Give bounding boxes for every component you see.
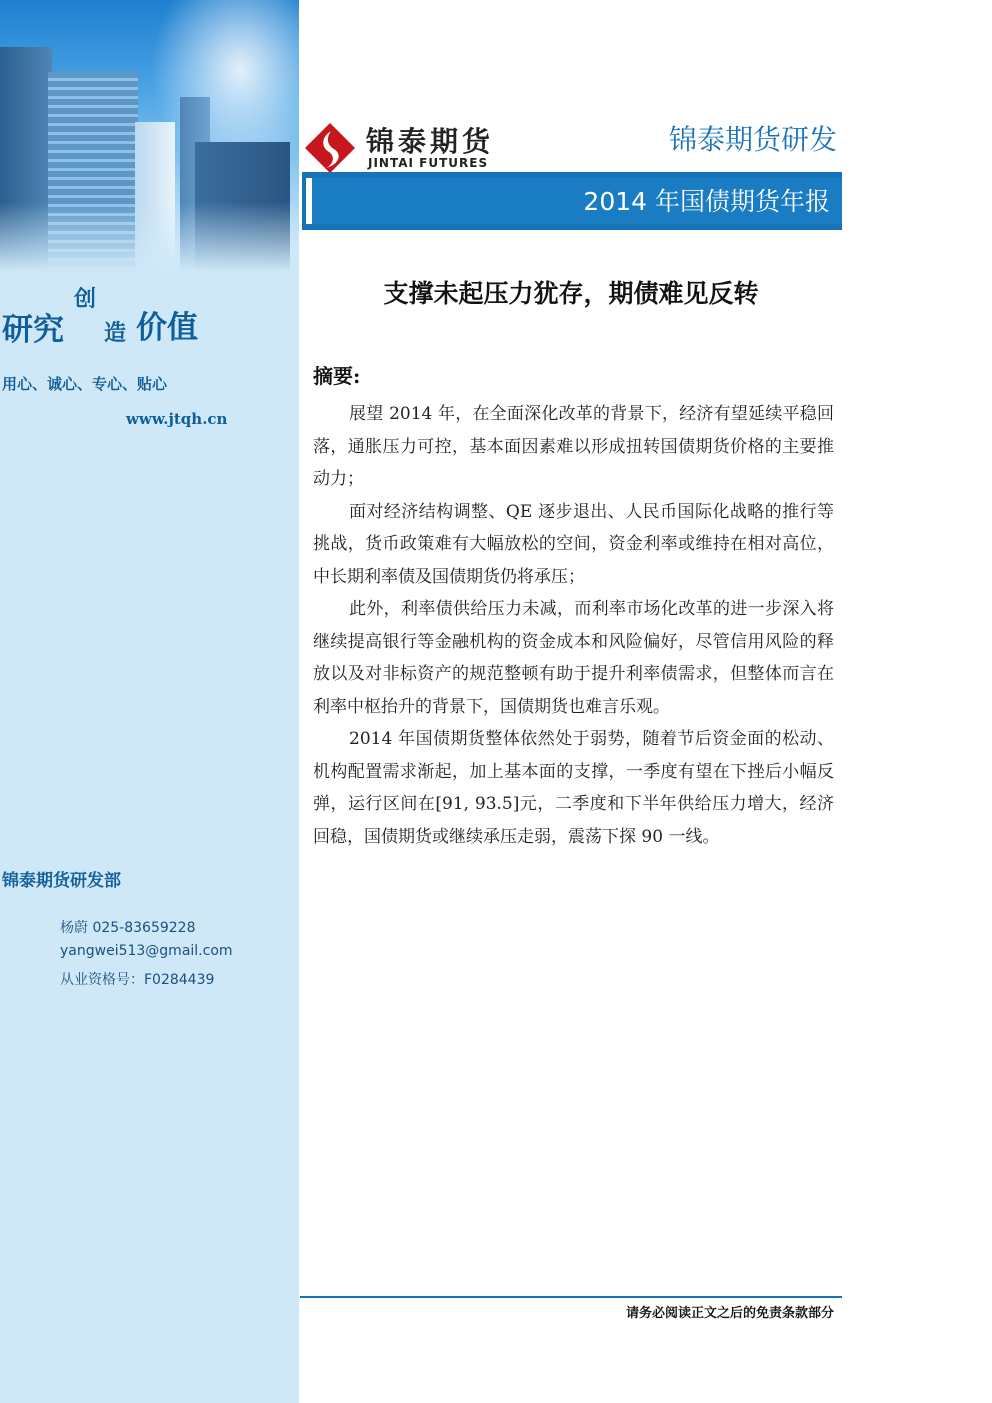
cover-image — [0, 0, 299, 272]
email-link[interactable]: yangwei513@gmail.com — [60, 943, 233, 959]
slogan — [0, 282, 299, 352]
abstract-paragraph: 2014 年国债期货整体依然处于弱势，随着节后资金面的松动、机构配置需求渐起，加上基本面的支撑，一季度有望在下挫后小幅反弹，运行区间在[91, 93.5]元，二季度和下半年供给压力增大，经济回稳，国债期货或继续承压走弱，震荡下探 90 一线。 — [313, 729, 834, 847]
abstract-label: 摘要: — [313, 364, 361, 388]
abstract-paragraph: 面对经济结构调整、QE 逐步退出、人民币国际化战略的推行等挑战，货币政策难有大幅放松的空间，资金利率或维持在相对高位，中长期利率债及国债期货仍将承压； — [313, 501, 834, 587]
report-banner — [302, 172, 842, 230]
disclaimer-note: 请务必阅读正文之后的免责条款部分 — [625, 1306, 834, 1321]
slogan-part-1: 研究 — [2, 312, 64, 348]
article-headline: 支撑未起压力犹存，期债难见反转 — [383, 279, 759, 308]
analyst-contact: 杨蔚 025-83659228 — [60, 920, 196, 936]
company-logo — [304, 120, 544, 176]
abstract-paragraph: 展望 2014 年，在全面深化改革的背景下，经济有望延续平稳回落，通胀压力可控，基本面因素难以形成扭转国债期货价格的主要推动力； — [313, 404, 834, 489]
slogan-part-4: 价值 — [136, 310, 198, 346]
abstract-body — [313, 398, 834, 853]
motto: 用心、诚心、专心、贴心 — [2, 375, 168, 393]
department-name: 锦泰期货研发部 — [2, 871, 121, 891]
brand-title: 锦泰期货研发 — [668, 123, 837, 156]
slogan-part-2: 创 — [74, 287, 97, 312]
footer-divider — [300, 1296, 842, 1298]
license-number: 从业资格号：F0284439 — [60, 972, 215, 988]
logo-chinese-name: 锦泰期货 — [366, 125, 495, 158]
logo-english-name: JINTAI FUTURES — [368, 156, 489, 170]
report-title: 2014 年国债期货年报 — [583, 187, 830, 216]
abstract-paragraph: 此外，利率债供给压力未减，而利率市场化改革的进一步深入将继续提高银行等金融机构的资金成本和风险偏好，尽管信用风险的释放以及对非标资产的规范整顿有助于提升利率债需求，但整体而言在利率中枢抬升的背景下，国债期货也难言乐观。 — [313, 599, 834, 717]
sidebar — [0, 0, 299, 1403]
website-link[interactable]: www.jtqh.cn — [126, 410, 228, 428]
slogan-part-3: 造 — [104, 321, 127, 346]
logo-mark-icon — [304, 122, 356, 174]
